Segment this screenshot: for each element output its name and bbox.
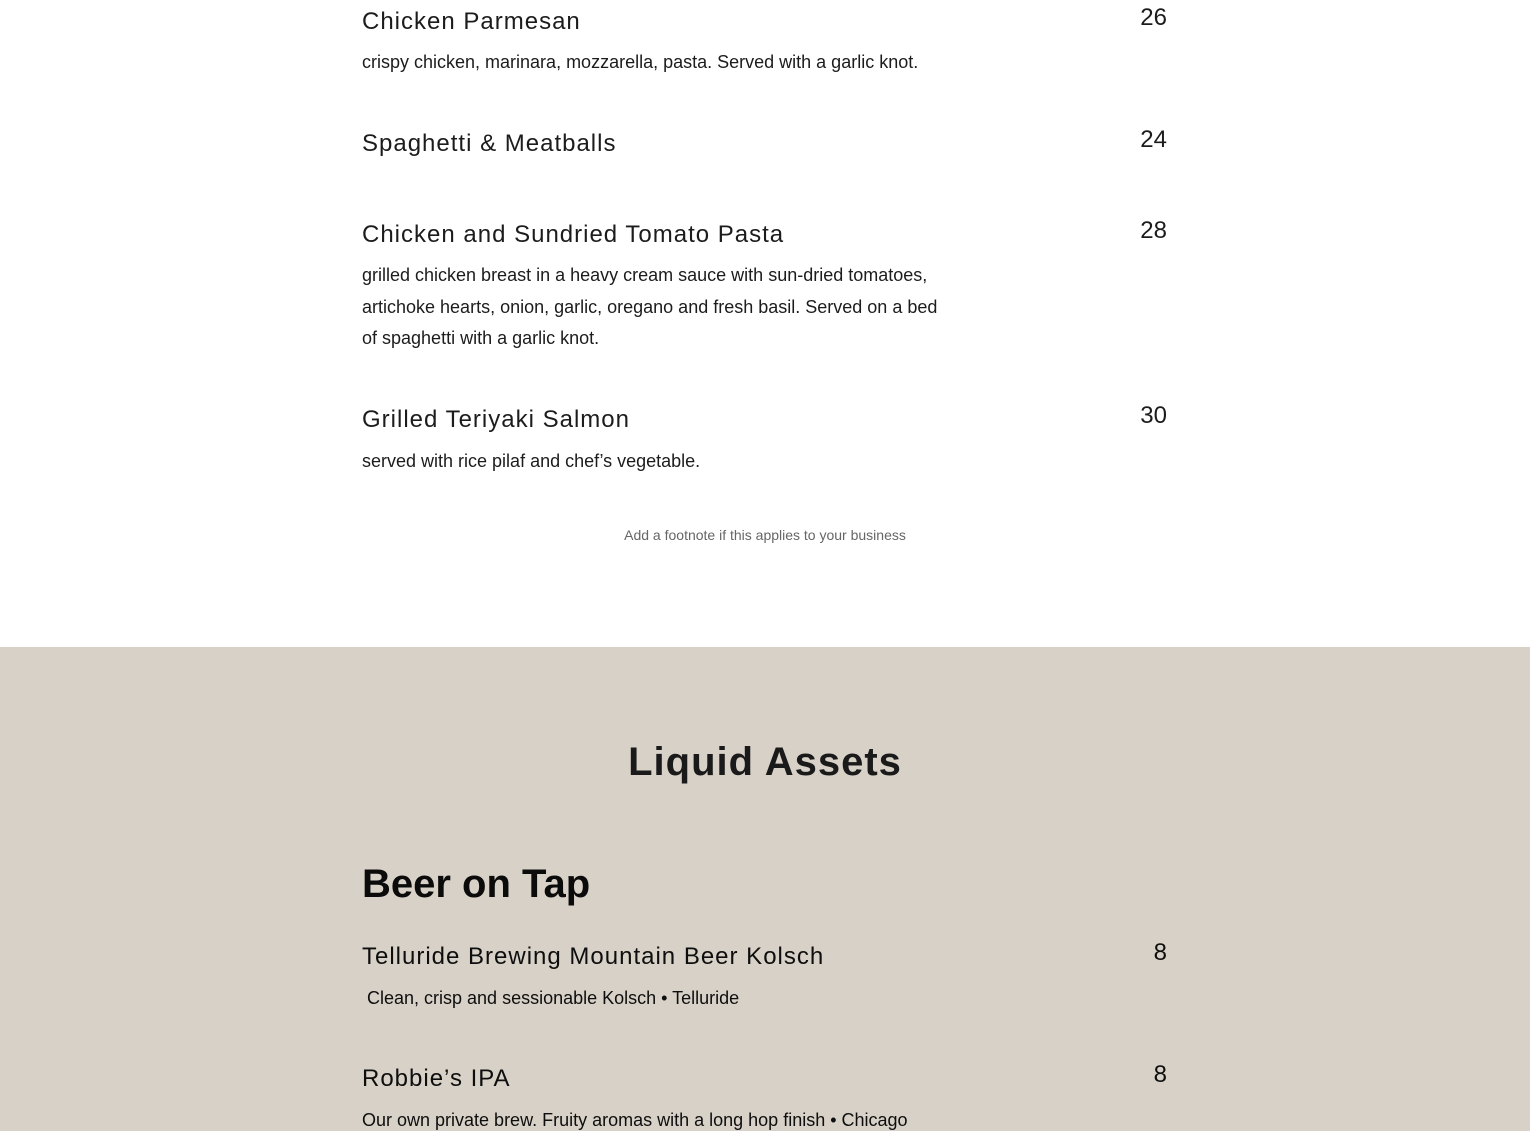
drink-item-name: Robbie’s IPA — [362, 1065, 511, 1092]
menu-item-price: 24 — [1140, 126, 1167, 153]
menu-item-name: Chicken Parmesan — [362, 8, 581, 35]
drink-item-price: 8 — [1153, 1061, 1167, 1088]
menu-item-name: Chicken and Sundried Tomato Pasta — [362, 221, 785, 248]
menu-item-price: 26 — [1140, 4, 1167, 31]
menu-item-price: 28 — [1140, 217, 1167, 244]
menu-item-description: crispy chicken, marinara, mozzarella, pasta. Served with a garlic knot. — [362, 52, 919, 72]
drink-item-description: Clean, crisp and sessionable Kolsch • Telluride — [362, 988, 740, 1008]
category-title: Beer on Tap — [362, 862, 591, 906]
menu-item-name: Spaghetti & Meatballs — [362, 130, 617, 157]
menu-item-name: Grilled Teriyaki Salmon — [362, 406, 630, 433]
menu-item-description: served with rice pilaf and chef’s vegetable. — [362, 451, 701, 471]
menu-footnote: Add a footnote if this applies to your business — [624, 527, 906, 543]
drink-item-name: Telluride Brewing Mountain Beer Kolsch — [362, 943, 825, 970]
menu-item-price: 30 — [1140, 402, 1167, 429]
menu-item-description: grilled chicken breast in a heavy cream sauce with sun-dried tomatoes, artichoke hearts, onion, garlic, oregano and fresh basil. Served on a bed of spaghetti with a garlic knot. — [362, 265, 938, 348]
section-title: Liquid Assets — [628, 740, 902, 784]
drink-item-price: 8 — [1153, 939, 1167, 966]
drinks-section — [0, 647, 1530, 1131]
drink-item-description: Our own private brew. Fruity aromas with a long hop finish • Chicago — [362, 1110, 908, 1130]
